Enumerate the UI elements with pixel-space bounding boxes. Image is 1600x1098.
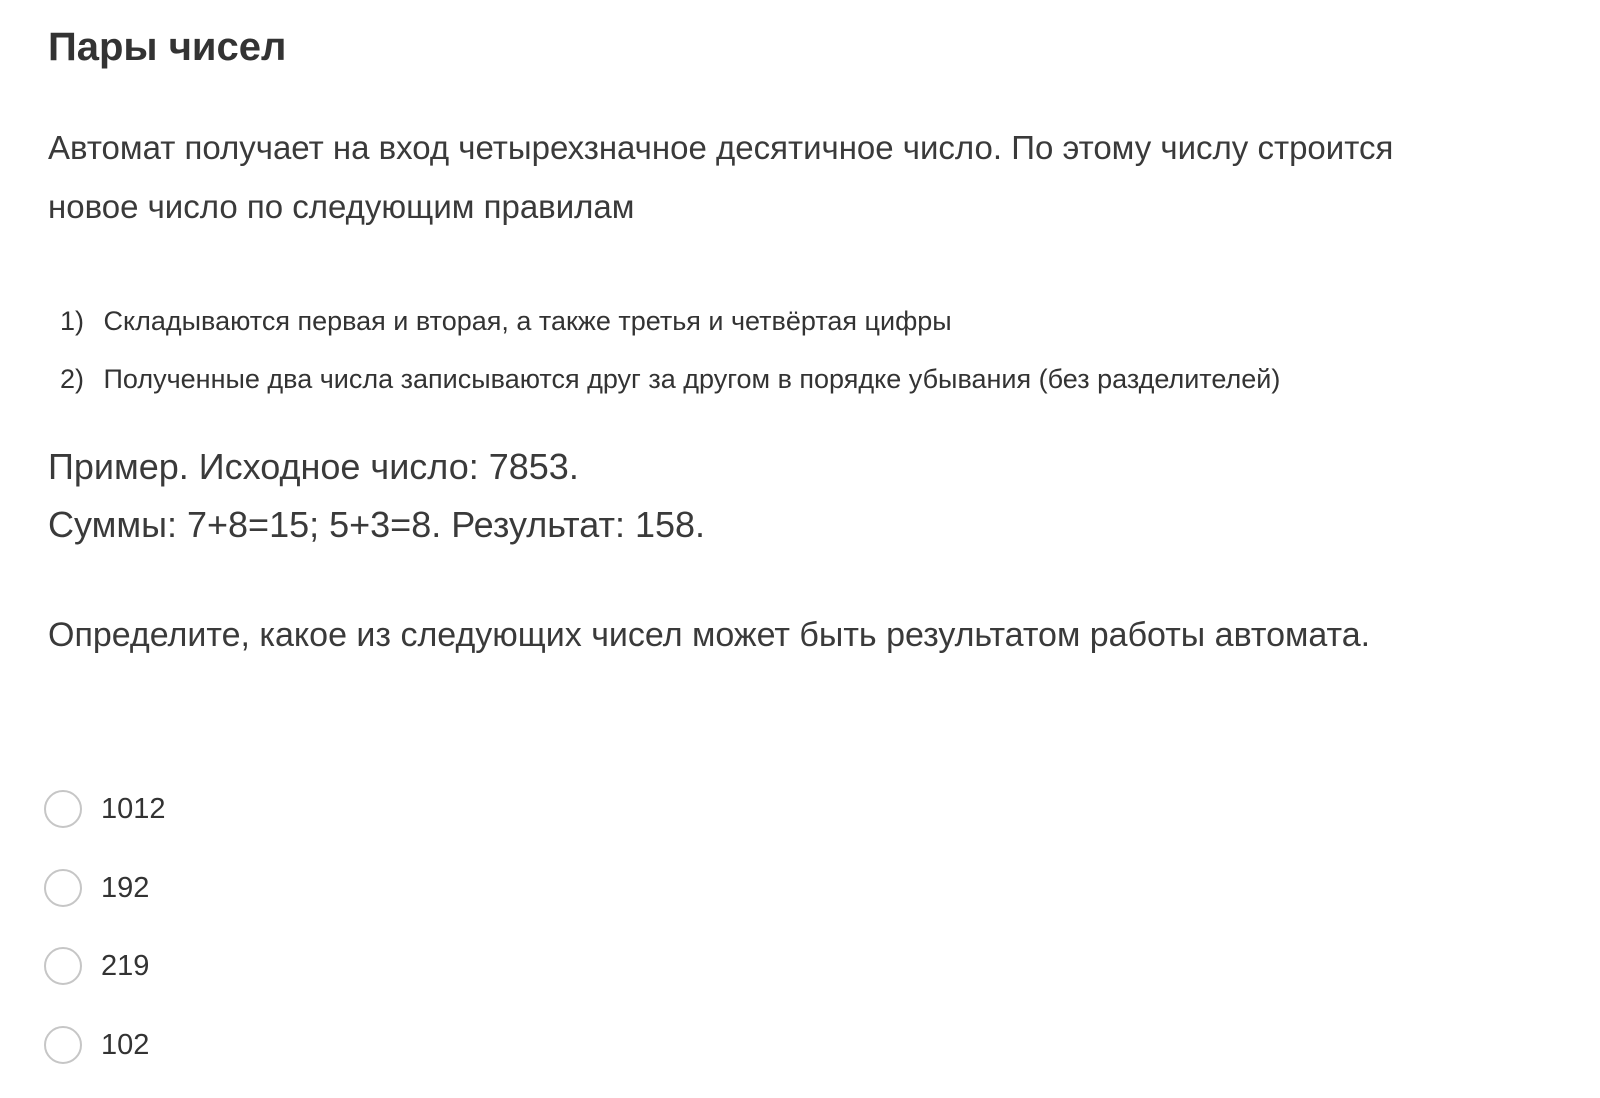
answer-option[interactable]: [44, 1006, 166, 1085]
rule-text: Складываются первая и вторая, а также третья и четвёртая цифры: [103, 306, 952, 336]
task-title: Пары чисел: [48, 25, 287, 69]
rule-item: [60, 350, 1280, 408]
example-block: [48, 438, 705, 554]
rules-list: [60, 292, 1280, 408]
answer-options: [44, 770, 166, 1084]
radio-button[interactable]: [44, 869, 82, 907]
example-line-1: Пример. Исходное число: 7853.: [48, 446, 579, 487]
task-intro-line-2: новое число по следующим правилам: [48, 188, 635, 225]
task-intro: [48, 118, 1588, 236]
rule-text: Полученные два числа записываются друг за другом в порядке убывания (без разделителей): [103, 364, 1281, 394]
radio-button[interactable]: [44, 1026, 82, 1064]
answer-option[interactable]: [44, 770, 166, 849]
rule-item: [60, 292, 1280, 350]
answer-option-label: 1012: [101, 793, 166, 826]
radio-button[interactable]: [44, 947, 82, 985]
example-line-2: Суммы: 7+8=15; 5+3=8. Результат: 158.: [48, 504, 706, 545]
rule-number: 2): [60, 364, 85, 394]
rule-number: 1): [60, 306, 85, 336]
answer-option[interactable]: [44, 927, 166, 1006]
answer-option-label: 192: [101, 871, 150, 904]
radio-button[interactable]: [44, 790, 82, 828]
task-intro-line-1: Автомат получает на вход четырехзначное десятичное число. По этому числу строится: [48, 129, 1394, 166]
question-text: Определите, какое из следующих чисел может быть результатом работы автомата.: [48, 616, 1371, 654]
answer-option-label: 102: [101, 1028, 150, 1061]
answer-option[interactable]: [44, 849, 166, 928]
answer-option-label: 219: [101, 950, 150, 983]
